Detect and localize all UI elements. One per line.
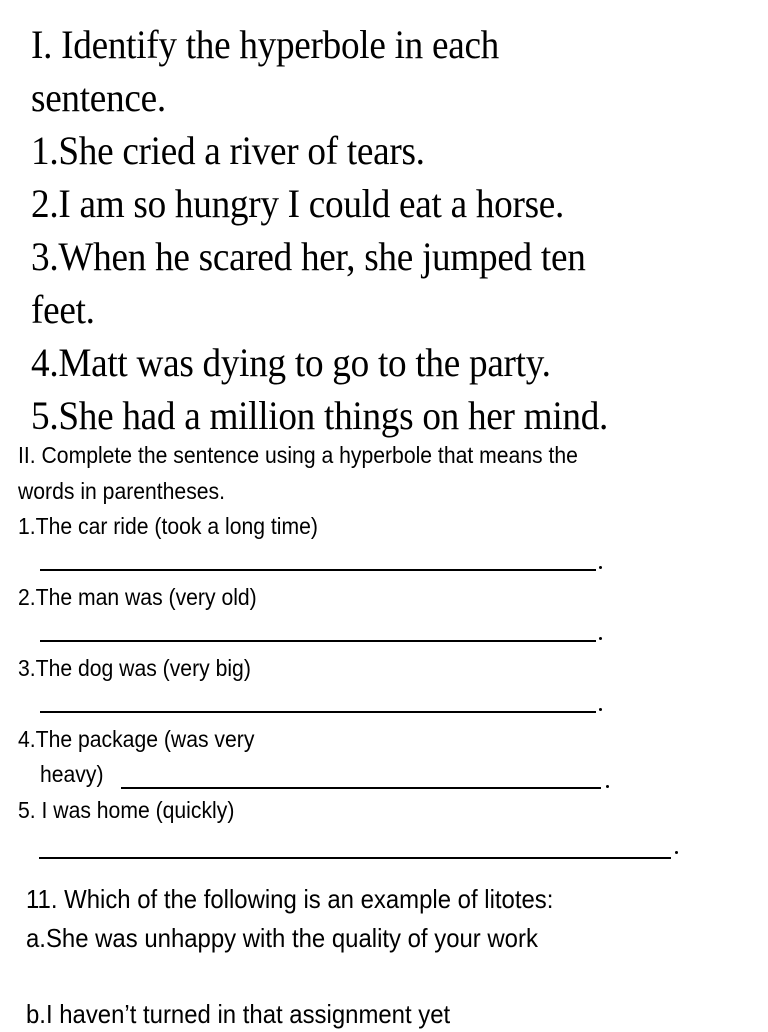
complete-item-5-prompt: 5. I was home (quickly) xyxy=(18,797,235,823)
hyperbole-item-3-cont: feet. xyxy=(31,287,95,332)
complete-item-3-prompt: 3.The dog was (very big) xyxy=(18,655,251,681)
answer-blank-3[interactable] xyxy=(40,711,596,713)
section-1-heading-cont: sentence. xyxy=(31,75,166,120)
section-1-heading: I. Identify the hyperbole in each xyxy=(31,22,500,67)
hyperbole-item-3: 3.When he scared her, she jumped ten xyxy=(31,234,586,279)
complete-item-4-prompt-cont: heavy) xyxy=(40,761,104,787)
hyperbole-item-5: 5.She had a million things on her mind. xyxy=(31,393,609,438)
period-3 xyxy=(599,708,602,711)
answer-blank-4[interactable] xyxy=(121,787,601,789)
section-2-heading: II. Complete the sentence using a hyperbole that means the xyxy=(18,442,578,468)
complete-item-1-prompt: 1.The car ride (took a long time) xyxy=(18,513,318,539)
complete-item-2-prompt: 2.The man was (very old) xyxy=(18,584,257,610)
hyperbole-item-2: 2.I am so hungry I could eat a horse. xyxy=(31,181,565,226)
complete-item-4-prompt: 4.The package (was very xyxy=(18,726,255,752)
period-5 xyxy=(675,851,678,854)
answer-blank-2[interactable] xyxy=(40,640,596,642)
period-2 xyxy=(599,637,602,640)
option-b[interactable]: b.I haven’t turned in that assignment yet xyxy=(26,999,451,1029)
option-a[interactable]: a.She was unhappy with the quality of your work xyxy=(26,923,538,953)
question-11-text: 11. Which of the following is an example of litotes: xyxy=(26,884,554,914)
hyperbole-item-4: 4.Matt was dying to go to the party. xyxy=(31,340,551,385)
answer-blank-1[interactable] xyxy=(40,569,596,571)
section-2-heading-cont: words in parentheses. xyxy=(18,478,226,504)
answer-blank-5[interactable] xyxy=(39,857,671,859)
hyperbole-item-1: 1.She cried a river of tears. xyxy=(31,128,425,173)
period-1 xyxy=(599,566,602,569)
period-4 xyxy=(606,785,609,788)
